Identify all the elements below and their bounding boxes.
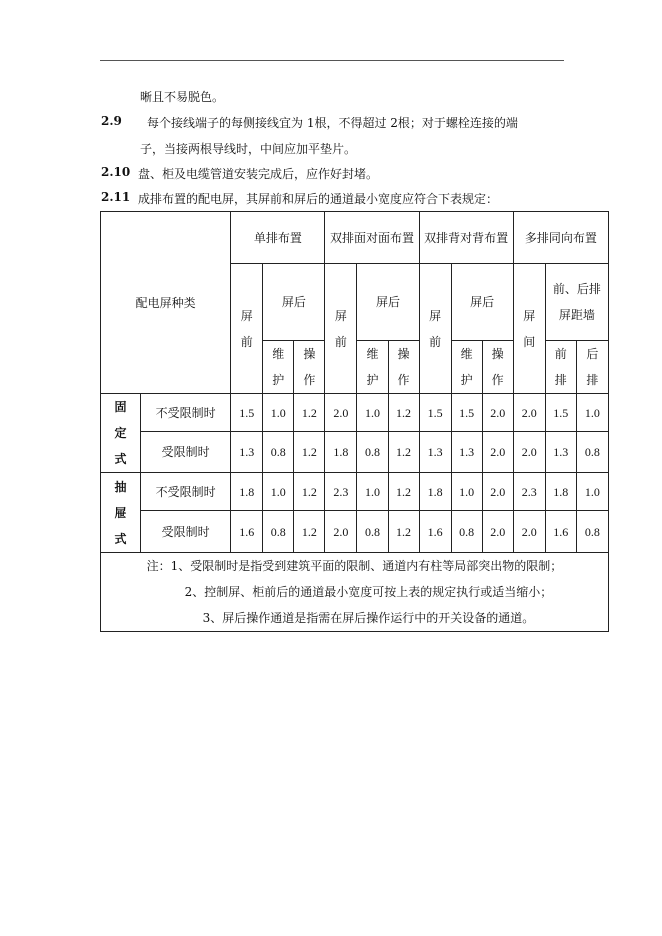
table-cell: 2.0 — [482, 394, 513, 432]
table-cell: 1.5 — [231, 394, 263, 432]
sub-header — [545, 341, 576, 394]
table-cell: 0.8 — [576, 511, 608, 553]
table-cell: 1.0 — [357, 394, 388, 432]
table-cell: 1.6 — [419, 511, 451, 553]
clause-2-11-line-1: 成排布置的配电屏，其屏前和屏后的通道最小宽度应符合下表规定： — [138, 192, 499, 206]
table-cell: 1.0 — [576, 394, 608, 432]
table-cell: 1.2 — [294, 432, 325, 473]
front-label: 屏前 — [334, 308, 347, 349]
sub-header — [388, 341, 419, 394]
table-cell: 1.8 — [545, 473, 576, 511]
table-cell: 2.0 — [325, 394, 357, 432]
group-title: 单排布置 — [253, 230, 302, 245]
back-header — [263, 264, 325, 341]
table-cell: 1.2 — [388, 511, 419, 553]
sub-header — [357, 341, 388, 394]
table-cell: 0.8 — [263, 432, 294, 473]
clause-2-9-line-2: 子，当接两根导线时，中间应加平垫片。 — [140, 142, 357, 156]
sub-label: 维护 — [366, 347, 379, 387]
sub-label: 前排 — [554, 347, 567, 387]
sub-header — [263, 341, 294, 394]
table-cell: 0.8 — [451, 511, 482, 553]
category-label: 固定式 — [114, 400, 127, 466]
note-1: 注：1、受限制时是指受到建筑平面的限制、通道内有柱等局部突出物的限制； — [146, 559, 563, 573]
front-header — [419, 264, 451, 394]
table-cell: 1.0 — [357, 473, 388, 511]
table-cell: 1.2 — [294, 511, 325, 553]
table-cell: 2.0 — [513, 394, 545, 432]
sub-label: 后排 — [586, 347, 599, 387]
table-cell: 1.3 — [231, 432, 263, 473]
table-cell: 1.6 — [231, 511, 263, 553]
table-cell: 1.5 — [545, 394, 576, 432]
table-notes — [101, 553, 609, 632]
row-label: 不受限制时 — [141, 394, 231, 432]
front-label: 屏间 — [523, 308, 536, 349]
front-label: 屏前 — [429, 308, 442, 349]
table-row — [101, 473, 609, 511]
table-cell: 0.8 — [263, 511, 294, 553]
table-cell: 1.3 — [451, 432, 482, 473]
table-cell: 2.0 — [513, 432, 545, 473]
clause-number-2-9: 2.9 — [101, 114, 122, 128]
category-drawer — [101, 473, 141, 553]
back-label: 屏后 — [376, 295, 401, 309]
back-label: 屏后 — [281, 295, 306, 309]
table-cell: 1.8 — [231, 473, 263, 511]
back-header — [357, 264, 419, 341]
table-cell: 2.0 — [513, 511, 545, 553]
group-title: 多排同向布置 — [524, 230, 597, 245]
front-header — [231, 264, 263, 394]
clause-number-2-11: 2.11 — [101, 190, 131, 204]
sub-label: 操作 — [397, 347, 410, 387]
group-header — [513, 212, 608, 264]
front-label: 屏前 — [240, 308, 253, 349]
back-label: 屏后 — [470, 295, 495, 309]
table-cell: 2.3 — [513, 473, 545, 511]
table-cell: 2.3 — [325, 473, 357, 511]
table-cell: 2.0 — [325, 511, 357, 553]
table-cell: 1.2 — [388, 432, 419, 473]
table-cell: 1.0 — [576, 473, 608, 511]
table-cell: 1.8 — [325, 432, 357, 473]
sub-label: 维护 — [460, 347, 473, 387]
notes-row — [101, 553, 609, 632]
table-cell: 1.0 — [263, 473, 294, 511]
group-header — [419, 212, 513, 264]
table-cell: 1.2 — [294, 473, 325, 511]
table-cell: 2.0 — [482, 511, 513, 553]
front-header — [513, 264, 545, 394]
corner-label: 配电屏种类 — [135, 295, 196, 310]
group-header — [231, 212, 325, 264]
table-cell: 1.2 — [388, 473, 419, 511]
table-cell: 0.8 — [357, 432, 388, 473]
note-2: 2、控制屏、柜前后的通道最小宽度可按上表的规定执行或适当缩小； — [184, 585, 553, 599]
paragraph-continuation: 晰且不易脱色。 — [140, 90, 225, 104]
table-cell: 1.8 — [419, 473, 451, 511]
table-cell: 1.0 — [451, 473, 482, 511]
row-label: 受限制时 — [141, 432, 231, 473]
back-label: 前、后排屏距墙 — [552, 282, 601, 322]
clause-2-9-line-1: 每个接线端子的每侧接线宜为 1根，不得超过 2根；对于螺栓连接的端 — [147, 116, 518, 130]
table-cell: 1.6 — [545, 511, 576, 553]
row-label: 受限制时 — [141, 511, 231, 553]
row-label: 不受限制时 — [141, 473, 231, 511]
table-cell: 1.2 — [294, 394, 325, 432]
table-cell: 1.3 — [545, 432, 576, 473]
table-cell: 0.8 — [576, 432, 608, 473]
sub-label: 操作 — [303, 347, 316, 387]
table-cell: 0.8 — [357, 511, 388, 553]
table-cell: 1.5 — [419, 394, 451, 432]
table-cell: 2.0 — [482, 473, 513, 511]
header-rule — [100, 60, 564, 61]
category-label: 抽屉式 — [114, 479, 127, 546]
group-title: 双排面对面布置 — [329, 230, 414, 245]
table-row — [101, 394, 609, 432]
table-cell: 2.0 — [482, 432, 513, 473]
table-row — [101, 511, 609, 553]
clause-number-2-10: 2.10 — [101, 165, 131, 179]
sub-header — [451, 341, 482, 394]
table-cell: 1.0 — [263, 394, 294, 432]
sub-label: 操作 — [491, 347, 504, 387]
front-header — [325, 264, 357, 394]
sub-label: 维护 — [272, 347, 285, 387]
table-cell: 1.3 — [419, 432, 451, 473]
group-header — [325, 212, 419, 264]
back-header — [451, 264, 513, 341]
group-title: 双排背对背布置 — [424, 230, 509, 245]
table-row — [101, 432, 609, 473]
table-cell: 1.5 — [451, 394, 482, 432]
note-3: 3、屏后操作通道是指需在屏后操作运行中的开关设备的通道。 — [202, 611, 535, 625]
sub-header — [294, 341, 325, 394]
table-cell: 1.2 — [388, 394, 419, 432]
category-fixed — [101, 394, 141, 473]
sub-header — [576, 341, 608, 394]
passage-width-table — [100, 211, 609, 632]
sub-header — [482, 341, 513, 394]
back-header — [545, 264, 608, 341]
clause-2-10-line-1: 盘、柜及电缆管道安装完成后，应作好封堵。 — [138, 167, 379, 181]
corner-header — [101, 212, 231, 394]
